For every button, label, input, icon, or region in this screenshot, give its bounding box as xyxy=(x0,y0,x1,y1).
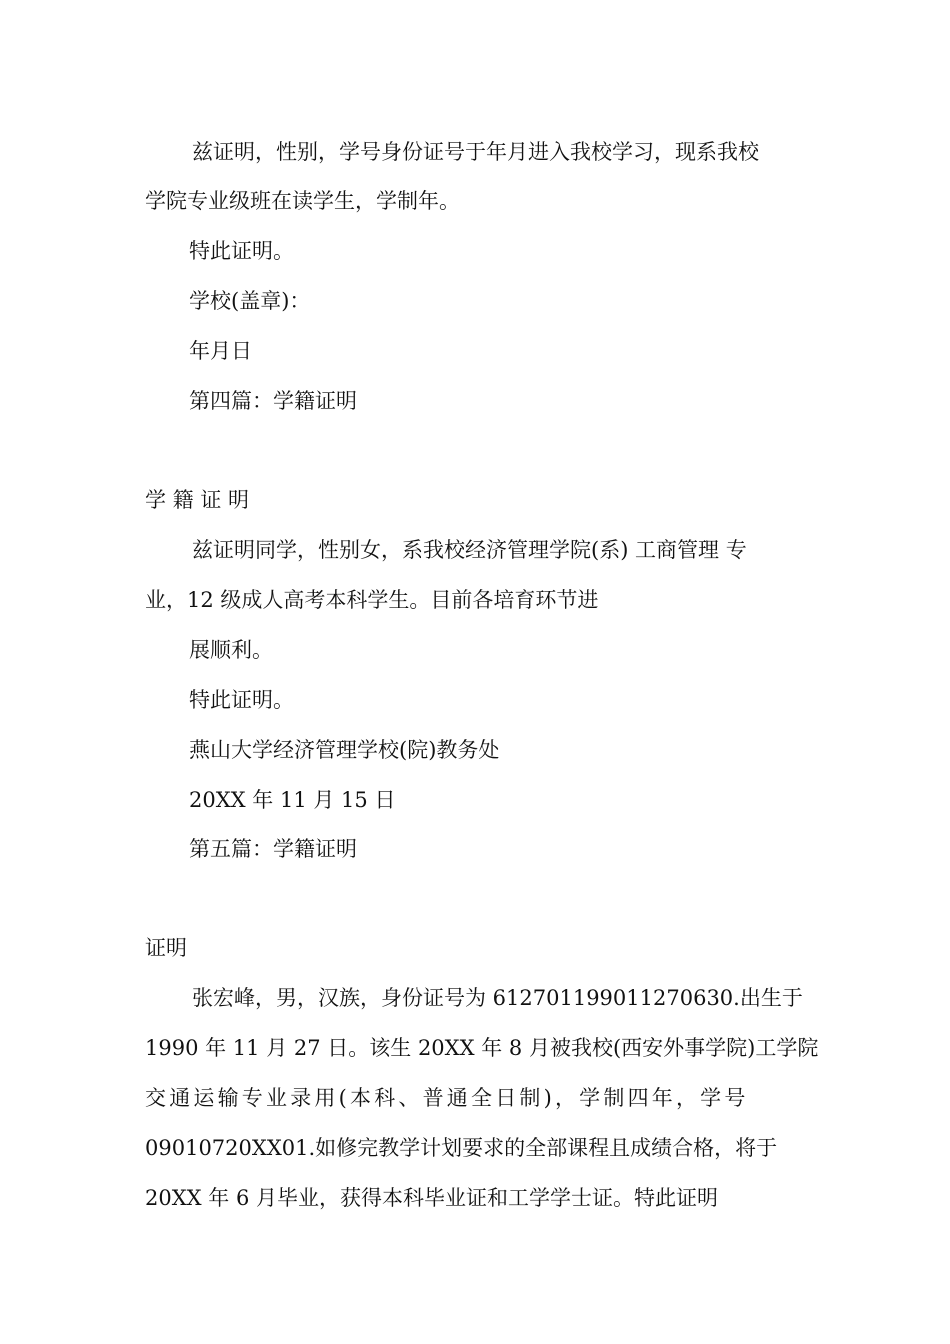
s3-paragraph-line-2: 学院专业级班在读学生，学制年。 xyxy=(145,189,460,213)
s4-issuer: 燕山大学经济管理学校(院)教务处 xyxy=(189,738,500,762)
s3-certify-text: 特此证明。 xyxy=(189,239,294,263)
s4-date: 20XX 年 11 月 15 日 xyxy=(189,788,396,812)
s5-paragraph-line-1: 张宏峰，男，汉族，身份证号为 612701199011270630.出生于 xyxy=(192,986,803,1010)
s5-paragraph-line-2: 1990 年 11 月 27 日。该生 20XX 年 8 月被我校(西安外事学院)工学院 xyxy=(145,1036,819,1060)
s4-paragraph-line-2: 业，12 级成人高考本科学生。目前各培育环节进 xyxy=(145,588,599,612)
section-5-heading: 第五篇：学籍证明 xyxy=(189,837,357,861)
section-4-heading: 第四篇：学籍证明 xyxy=(189,389,357,413)
s4-paragraph-line-1: 兹证明同学，性别女，系我校经济管理学院(系) 工商管理 专 xyxy=(192,538,747,562)
s4-paragraph-line-3: 展顺利。 xyxy=(189,638,273,662)
s4-title: 学 籍 证 明 xyxy=(145,488,250,512)
s3-paragraph-line-1: 兹证明，性别，学号身份证号于年月进入我校学习，现系我校 xyxy=(192,140,759,164)
s5-title: 证明 xyxy=(145,936,187,960)
s3-school-seal: 学校(盖章)： xyxy=(189,289,311,313)
s3-date: 年月日 xyxy=(189,339,252,363)
s5-paragraph-line-3: 交通运输专业录用(本科、普通全日制)，学制四年，学号 xyxy=(145,1086,749,1110)
s5-paragraph-line-4: 09010720XX01.如修完教学计划要求的全部课程且成绩合格，将于 xyxy=(145,1136,778,1160)
s4-certify-text: 特此证明。 xyxy=(189,688,294,712)
s5-paragraph-line-5: 20XX 年 6 月毕业，获得本科毕业证和工学学士证。特此证明 xyxy=(145,1186,719,1210)
